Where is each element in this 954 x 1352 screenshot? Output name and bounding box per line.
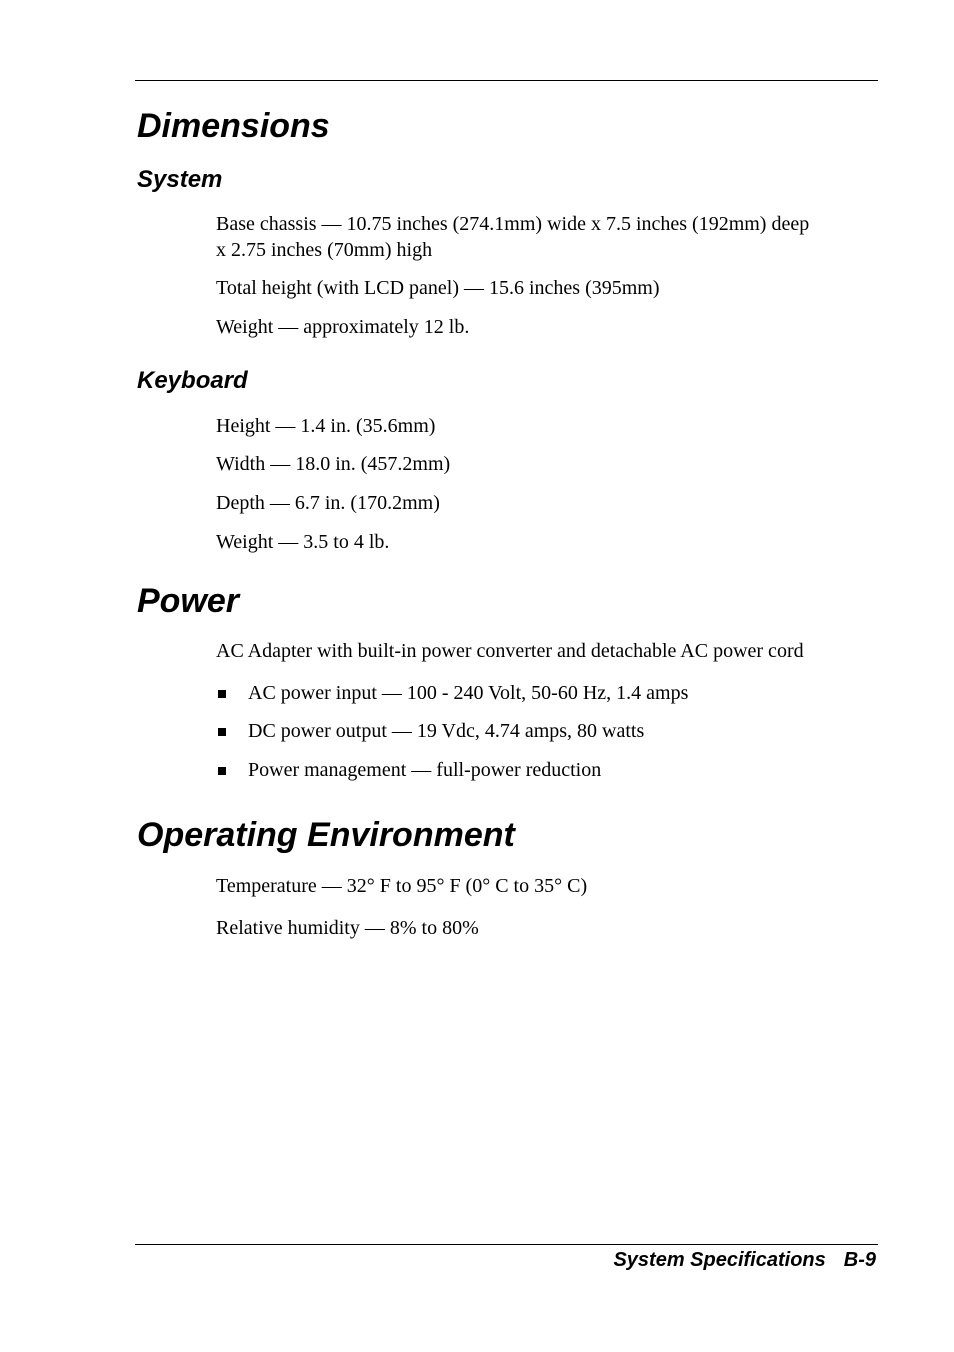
power-intro-text: AC Adapter with built-in power converter and detachable AC power cord xyxy=(216,640,804,662)
operating-environment-heading: Operating Environment xyxy=(137,816,515,854)
bullet-icon xyxy=(218,690,226,698)
dc-power-output-item: DC power output — 19 Vdc, 4.74 amps, 80 watts xyxy=(248,720,645,742)
temperature-text: Temperature — 32° F to 95° F (0° C to 35° C) xyxy=(216,875,588,897)
keyboard-width-text: Width — 18.0 in. (457.2mm) xyxy=(216,453,451,475)
header-rule xyxy=(135,80,878,81)
page-number: B-9 xyxy=(843,1249,876,1271)
humidity-text: Relative humidity — 8% to 80% xyxy=(216,917,479,939)
bullet-icon xyxy=(218,767,226,775)
dimensions-heading: Dimensions xyxy=(137,107,330,145)
keyboard-weight-text: Weight — 3.5 to 4 lb. xyxy=(216,531,390,553)
page-footer xyxy=(613,1246,876,1274)
keyboard-depth-text: Depth — 6.7 in. (170.2mm) xyxy=(216,492,440,514)
footer-rule xyxy=(135,1244,878,1245)
base-chassis-line2: x 2.75 inches (70mm) high xyxy=(216,239,433,261)
system-heading: System xyxy=(137,166,223,193)
ac-power-input-item: AC power input — 100 - 240 Volt, 50-60 Hz, 1.4 amps xyxy=(248,682,689,704)
footer-section-title: System Specifications xyxy=(613,1249,826,1271)
total-height-text: Total height (with LCD panel) — 15.6 inches (395mm) xyxy=(216,277,660,299)
bullet-icon xyxy=(218,728,226,736)
base-chassis-line1: Base chassis — 10.75 inches (274.1mm) wide x 7.5 inches (192mm) deep xyxy=(216,213,810,235)
power-management-item: Power management — full-power reduction xyxy=(248,759,602,781)
keyboard-height-text: Height — 1.4 in. (35.6mm) xyxy=(216,415,436,437)
keyboard-heading: Keyboard xyxy=(137,367,248,394)
power-heading: Power xyxy=(137,582,240,620)
system-weight-text: Weight — approximately 12 lb. xyxy=(216,316,470,338)
